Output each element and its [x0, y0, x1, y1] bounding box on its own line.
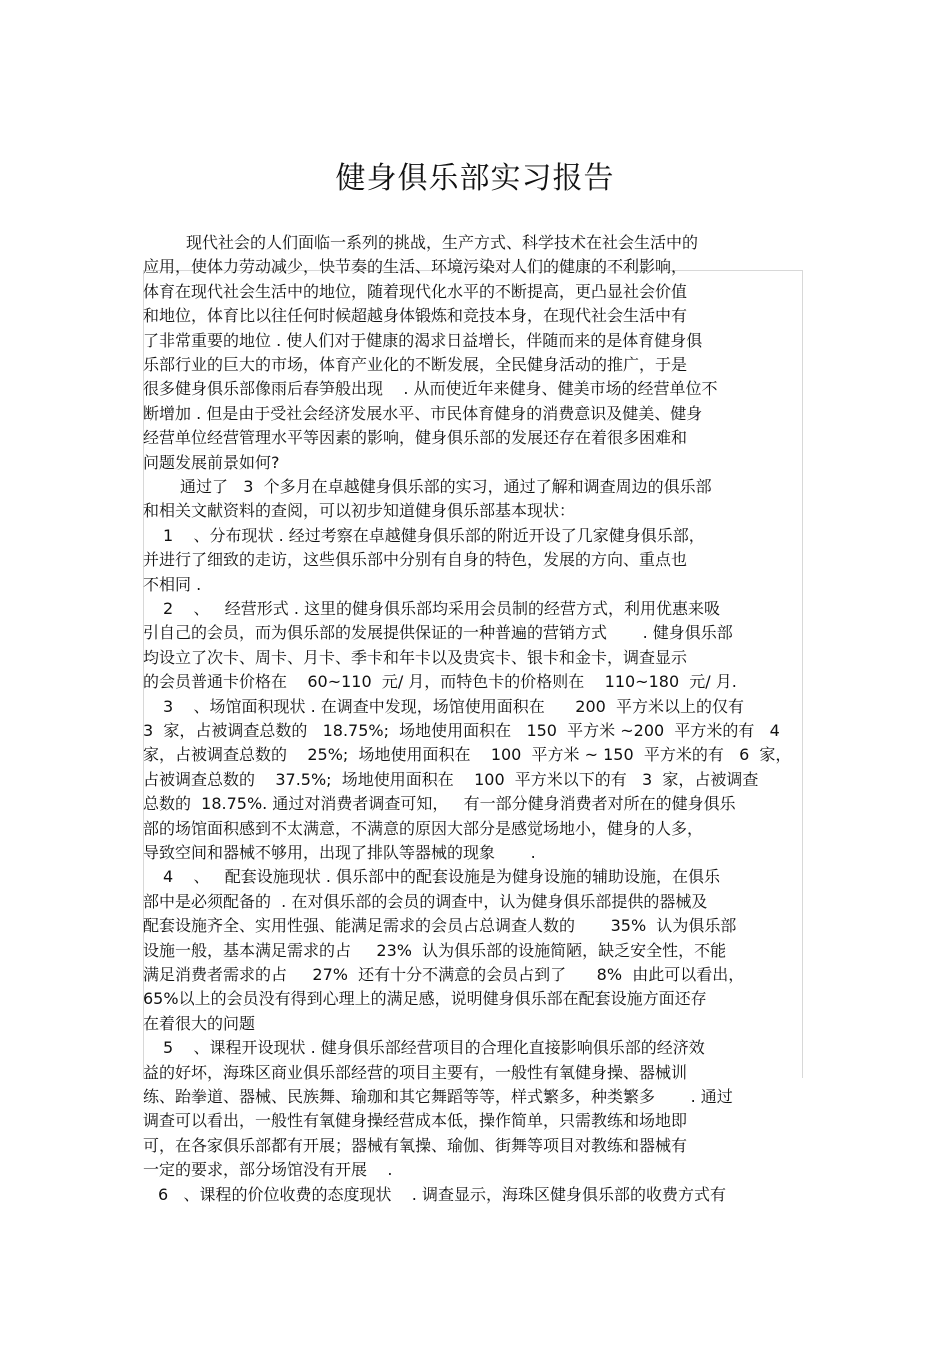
- body-line: 一定的要求，部分场馆没有开展 .: [143, 1160, 393, 1180]
- body-line: 不相同 .: [143, 574, 202, 594]
- body-line: 益的好坏，海珠区商业俱乐部经营的项目主要有，一般性有氧健身操、器械训: [143, 1062, 688, 1082]
- body-line: 应用，使体力劳动减少，快节奏的生活、环境污染对人们的健康的不利影响，: [143, 257, 688, 277]
- body-line: 满足消费者需求的占 27% 还有十分不满意的会员占到了 8% 由此可以看出，: [143, 965, 745, 984]
- body-line: 可，在各家俱乐部都有开展；器械有氧操、瑜伽、街舞等项目对教练和器械有: [143, 1135, 688, 1155]
- body-line: 体育在现代社会生活中的地位，随着现代化水平的不断提高，更凸显社会价值: [143, 281, 688, 301]
- body-line: 设施一般，基本满足需求的占 23% 认为俱乐部的设施简陋，缺乏安全性，不能: [143, 940, 727, 960]
- document-title: 健身俱乐部实习报告: [335, 161, 615, 196]
- frame-right-line: [802, 270, 803, 1078]
- body-line: 现代社会的人们面临一系列的挑战，生产方式、科学技术在社会生活中的: [186, 233, 699, 252]
- body-line: 3 、场馆面积现状 . 在调查中发现，场馆使用面积在 200 平方米以上的仅有: [163, 696, 745, 716]
- body-line: 4 、 配套设施现状 . 俱乐部中的配套设施是为健身设施的辅助设施，在俱乐: [163, 867, 721, 887]
- body-line: 和相关文献资料的查阅，可以初步知道健身俱乐部基本现状：: [143, 501, 576, 521]
- body-line: 练、跆拳道、器械、民族舞、瑜珈和其它舞蹈等等，样式繁多，种类繁多 . 通过: [143, 1087, 733, 1106]
- body-line: 了非常重要的地位 . 使人们对于健康的渴求日益增长，伴随而来的是体育健身俱: [143, 330, 703, 350]
- body-line: 5 、课程开设现状 . 健身俱乐部经营项目的合理化直接影响俱乐部的经济效: [163, 1038, 705, 1058]
- body-line: 的会员普通卡价格在 60~110 元/ 月，而特色卡的价格则在 110~180 元/ 月.: [143, 672, 737, 692]
- body-line: 问题发展前景如何?: [143, 452, 280, 472]
- body-line: 通过了 3 个多月在卓越健身俱乐部的实习，通过了解和调查周边的俱乐部: [180, 477, 712, 496]
- body-line: 并进行了细致的走访，这些俱乐部中分别有自身的特色，发展的方向、重点也: [143, 550, 688, 570]
- body-line: 断增加 . 但是由于受社会经济发展水平、市民体育健身的消费意识及健美、健身: [143, 403, 703, 423]
- body-line: 3 家，占被调查总数的 18.75%; 场地使用面积在 150 平方米 ~200 平方米的有 4: [143, 721, 780, 740]
- body-line: 调查可以看出，一般性有氧健身操经营成本低，操作简单，只需教练和场地即: [143, 1111, 688, 1131]
- body-line: 6 、课程的价位收费的态度现状 . 调查显示，海珠区健身俱乐部的收费方式有: [158, 1184, 726, 1204]
- body-line: 配套设施齐全、实用性强、能满足需求的会员占总调查人数的 35% 认为俱乐部: [143, 916, 737, 936]
- body-line: 经营单位经营管理水平等因素的影响，健身俱乐部的发展还存在着很多困难和: [143, 428, 688, 448]
- body-line: 占被调查总数的 37.5%; 场地使用面积在 100 平方米以下的有 3 家，占被调查: [143, 769, 759, 789]
- body-line: 引自己的会员，而为俱乐部的发展提供保证的一种普遍的营销方式 . 健身俱乐部: [143, 623, 733, 643]
- body-line: 在着很大的问题: [143, 1013, 256, 1033]
- body-line: 乐部行业的巨大的市场，体育产业化的不断发展，全民健身活动的推广，于是: [143, 355, 688, 374]
- body-line: 均设立了次卡、周卡、月卡、季卡和年卡以及贵宾卡、银卡和金卡，调查显示: [143, 647, 688, 667]
- body-line: 和地位，体育比以往任何时候超越身体锻炼和竞技本身，在现代社会生活中有: [143, 306, 688, 326]
- body-line: 部中是必须配备的 . 在对俱乐部的会员的调查中，认为健身俱乐部提供的器械及: [143, 891, 708, 911]
- body-line: 家，占被调查总数的 25%; 场地使用面积在 100 平方米 ~ 150 平方米的有 6 家，: [143, 745, 792, 765]
- body-line: 部的场馆面积感到不太满意，不满意的原因大部分是感觉场地小，健身的人多，: [143, 818, 704, 838]
- body-line: 总数的 18.75%. 通过对消费者调查可知， 有一部分健身消费者对所在的健身俱乐: [143, 794, 736, 814]
- body-line: 65%以上的会员没有得到心理上的满足感，说明健身俱乐部在配套设施方面还存: [143, 989, 707, 1009]
- body-line: 导致空间和器械不够用，出现了排队等器械的现象 .: [143, 843, 536, 862]
- body-line: 1 、分布现状 . 经过考察在卓越健身俱乐部的附近开设了几家健身俱乐部，: [163, 525, 705, 545]
- body-line: 很多健身俱乐部像雨后春笋般出现 . 从而使近年来健身、健美市场的经营单位不: [143, 379, 718, 399]
- body-line: 2 、 经营形式 . 这里的健身俱乐部均采用会员制的经营方式，利用优惠来吸: [163, 599, 721, 618]
